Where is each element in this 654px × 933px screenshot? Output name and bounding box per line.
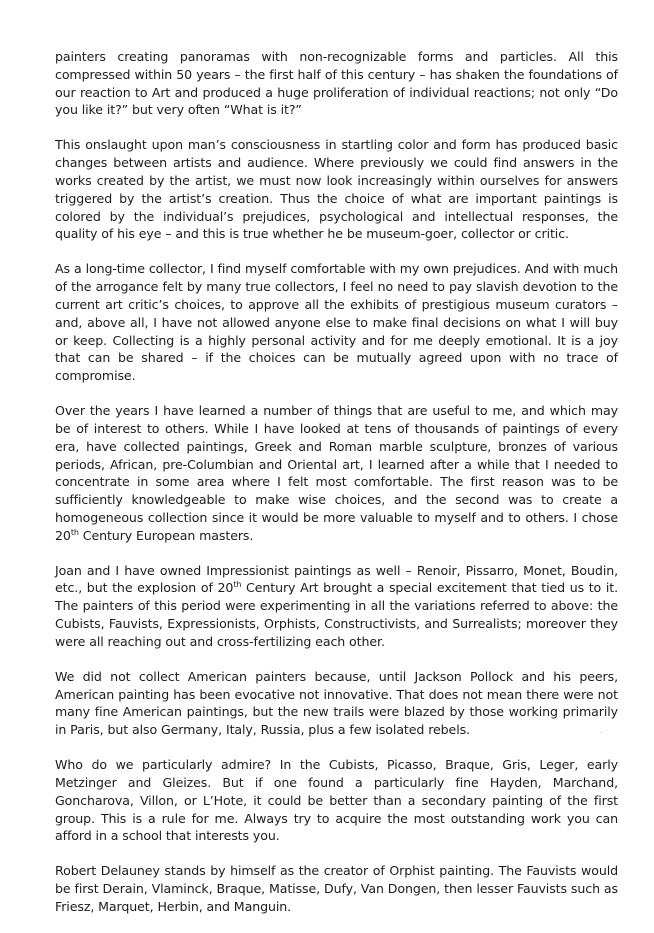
- paragraph-4: Over the years I have learned a number of things that are useful to me, and which may be of interest to others. While I have looked at tens of thousands of paintings of every era, have collected paintings, Greek and Roman marble sculpture, bronzes of various periods, African, pre-Columbian and Oriental art, I learned after a while that I needed to concentrate in some area where I felt most comfortable. The first reason was to be sufficiently knowledgeable to make wise choices, and the second was to create a homogeneous collection since it would be more valuable to myself and to others. I chose 20th Century European masters.: [55, 403, 618, 543]
- ordinal-superscript: th: [233, 580, 242, 590]
- scan-speck: ·: [600, 729, 603, 737]
- paragraph-1: painters creating panoramas with non-recognizable forms and particles. All this compressed within 50 years – the first half of this century – has shaken the foundations of our reaction to Art and produced a huge proliferation of individual reactions; not only “Do you like it?” but very often “What is it?”: [55, 49, 618, 118]
- paragraph-5: Joan and I have owned Impressionist paintings as well – Renoir, Pissarro, Monet, Boudin, etc., but the explosion of 20th Century Art brought a special excitement that tied us to it. The painters of this period were experimenting in all the variations referred to above: the Cubists, Fauvists, Expressionists, Orphists, Constructivists, and Surrealists; moreover they were all reaching out and cross-fertilizing each other.: [55, 562, 618, 649]
- body-text: [55, 48, 618, 933]
- paragraph-8: Robert Delauney stands by himself as the creator of Orphist painting. The Fauvists would be first Derain, Vlaminck, Braque, Matisse, Dufy, Van Dongen, then lesser Fauvists such as Friesz, Marquet, Herbin, and Manguin.: [55, 863, 618, 914]
- paragraph-7: Who do we particularly admire? In the Cubists, Picasso, Braque, Gris, Leger, early Metzinger and Gleizes. But if one found a particularly fine Hayden, Marchand, Goncharova, Villon, or L’Hote, it could be better than a secondary painting of the first group. This is a rule for me. Always try to acquire the most outstanding work you can afford in a school that interests you.: [55, 757, 618, 844]
- ordinal-superscript: th: [70, 527, 79, 537]
- paragraph-2: This onslaught upon man’s consciousness in startling color and form has produced basic changes between artists and audience. Where previously we could find answers in the works created by the artist, we must now look increasingly within ourselves for answers triggered by the artist’s creation. Thus the choice of what are important paintings is colored by the individual’s prejudices, psychological and intellectual responses, the quality of his eye – and this is true whether he be museum-goer, collector or critic.: [55, 137, 618, 242]
- paragraph-3: As a long-time collector, I find myself comfortable with my own prejudices. And with much of the arrogance felt by many true collectors, I feel no need to pay slavish devotion to the current art critic’s choices, to approve all the exhibits of prestigious museum curators – and, above all, I have not allowed anyone else to make final decisions on what I will buy or keep. Collecting is a highly personal activity and for me deeply emotional. It is a joy that can be shared – if the choices can be mutually agreed upon with no trace of compromise.: [55, 261, 618, 384]
- paragraph-6: We did not collect American painters because, until Jackson Pollock and his peers, American painting has been evocative not innovative. That does not mean there were not many fine American paintings, but the new trails were blazed by those working primarily in Paris, but also Germany, Italy, Russia, plus a few isolated rebels.: [55, 668, 618, 738]
